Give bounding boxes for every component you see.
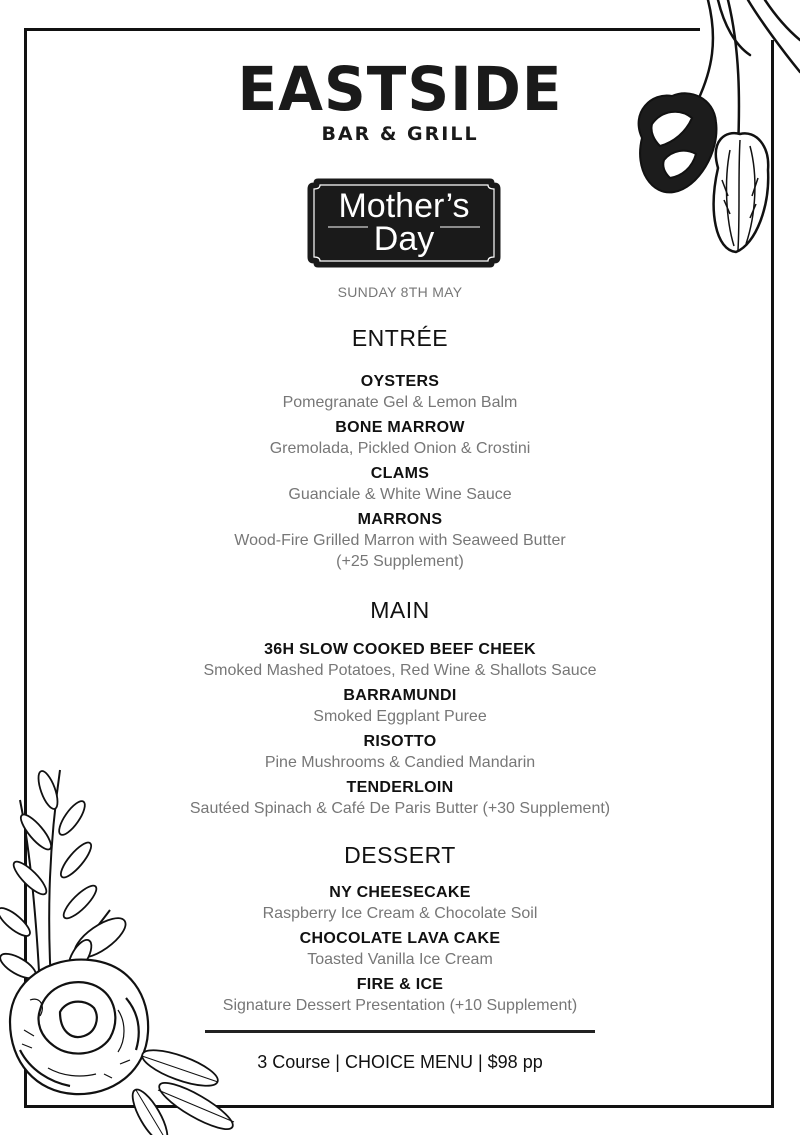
menu-item-desc: Signature Dessert Presentation (+10 Supplement) [222,997,578,1014]
menu-item-desc: Wood-Fire Grilled Marron with Seaweed Butter [234,532,566,549]
section-title-main: MAIN [370,597,430,623]
menu-item-name: BARRAMUNDI [343,687,457,704]
event-title-line1: Mother’s [338,187,470,225]
footer-price-line: 3 Course | CHOICE MENU | $98 pp [257,1052,543,1072]
section-title-entree: ENTRÉE [351,325,449,351]
menu-item-desc: Pomegranate Gel & Lemon Balm [282,394,518,411]
brand-subtitle: BAR & GRILL [321,123,479,145]
brand-name: EASTSIDE [237,53,563,125]
event-title-line2: Day [373,220,435,258]
menu-item-desc: Raspberry Ice Cream & Chocolate Soil [262,905,538,922]
menu-item-name: NY CHEESECAKE [329,884,471,901]
menu-item-desc: Pine Mushrooms & Candied Mandarin [264,754,536,771]
menu-item-note: (+25 Supplement) [336,553,464,570]
menu-item-name: RISOTTO [363,733,437,750]
menu-item-name: 36H SLOW COOKED BEEF CHEEK [264,641,536,658]
menu-item-name: TENDERLOIN [346,779,454,796]
event-date: SUNDAY 8TH MAY [337,284,463,300]
menu-item-name: CLAMS [370,465,430,482]
menu-item-desc: Smoked Eggplant Puree [313,708,487,725]
menu-item-name: OYSTERS [360,373,440,390]
footer-divider [205,1030,595,1033]
menu-item-name: BONE MARROW [335,419,465,436]
menu-item-name: MARRONS [357,511,443,528]
menu-item-desc: Toasted Vanilla Ice Cream [307,951,493,968]
menu-item-name: CHOCOLATE LAVA CAKE [299,930,501,947]
menu-item-desc: Smoked Mashed Potatoes, Red Wine & Shallots Sauce [203,662,597,679]
section-title-dessert: DESSERT [344,842,456,868]
menu-item-desc: Sautéed Spinach & Café De Paris Butter (+30 Supplement) [189,800,611,817]
menu-item-desc: Gremolada, Pickled Onion & Crostini [269,440,531,457]
menu-item-name: FIRE & ICE [356,976,444,993]
menu-item-desc: Guanciale & White Wine Sauce [288,486,512,503]
